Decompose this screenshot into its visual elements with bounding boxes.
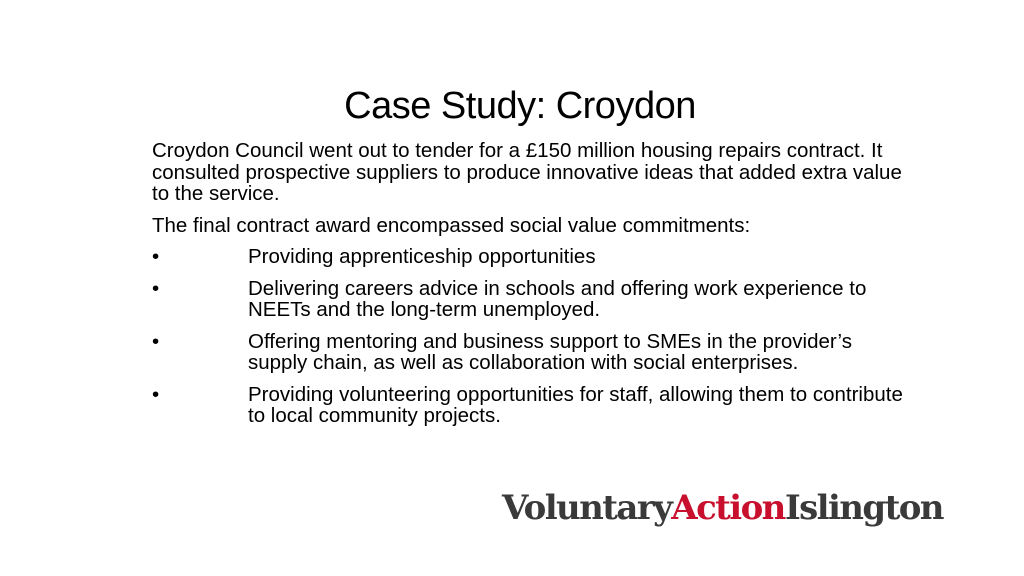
commitments-list [152,246,912,427]
list-item-text: Providing apprenticeship opportunities [248,245,596,268]
slide-body [152,140,912,437]
lead-paragraph: The final contract award encompassed social value commitments: [152,213,751,237]
list-item [152,246,912,268]
bullet-icon: • [152,245,160,268]
bullet-icon: • [152,276,160,300]
logo-word-islington: Islington [784,488,943,528]
logo-word-voluntary: Voluntary [502,488,672,528]
list-item-text: Delivering careers advice in schools and offering work experience to NEETs and the long-term unemployed. [248,276,867,321]
list-item-text: Offering mentoring and business support to SMEs in the provider’s supply chain, as well as collaboration with social enterprises. [248,329,852,374]
list-item [152,278,912,321]
voluntary-action-islington-logo [502,478,943,538]
bullet-icon: • [152,329,160,353]
bullet-icon: • [152,382,160,406]
list-item-text: Providing volunteering opportunities for staff, allowing them to contribute to local community projects. [248,382,903,427]
slide-title: Case Study: Croydon [344,85,696,127]
list-item [152,384,912,427]
list-item [152,331,912,374]
intro-paragraph: Croydon Council went out to tender for a £150 million housing repairs contract. It consulted prospective suppliers to produce innovative ideas that added extra value to the service. [152,139,902,205]
logo-word-action: Action [671,488,785,528]
